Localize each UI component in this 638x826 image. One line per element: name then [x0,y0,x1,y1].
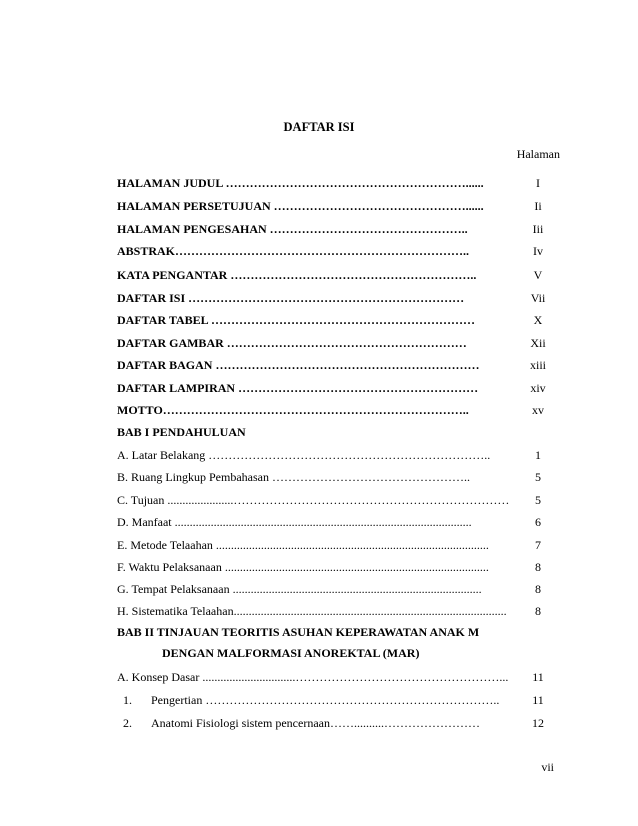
toc-chapter-bab-ii: BAB II TINJAUAN TEORITIS ASUHAN KEPERAWATAN ANAK M [117,625,480,639]
toc-entry-motto: MOTTO………………………………………………………………….. [117,403,469,417]
toc-page-number: Ii [534,199,542,213]
footer-page-number: vii [541,760,554,774]
toc-page-number: Iv [533,244,543,258]
list-marker: 2. [123,716,132,730]
toc-entry-waktu-pelaksanaan: F. Waktu Pelaksanaan ........................................................................................ [117,560,489,574]
toc-entry-manfaat: D. Manfaat ................................................................................................... [117,515,472,529]
toc-chapter-bab-i: BAB I PENDAHULUAN [117,425,246,439]
toc-page-number: Iii [532,222,544,236]
toc-entry-kata-pengantar: KATA PENGANTAR …………………………………………………….. [117,268,477,282]
toc-page-number: Vii [530,291,546,305]
toc-entry-daftar-tabel: DAFTAR TABEL ………………………………………………………… [117,313,476,327]
toc-entry-halaman-pengesahan: HALAMAN PENGESAHAN ………………………………………….. [117,222,468,236]
toc-page-number: I [536,176,540,190]
toc-entry-daftar-gambar: DAFTAR GAMBAR …………………………………………………… [117,336,467,350]
toc-entry-abstrak: ABSTRAK……………………………………………………………….. [117,244,470,258]
toc-entry-latar-belakang: A. Latar Belakang …………………………………………………………….. [117,448,491,462]
toc-entry-daftar-isi: DAFTAR ISI …………………………………………………………… [117,291,465,305]
toc-entry-tujuan: C. Tujuan ......................…………………………………………………………… [117,493,510,507]
toc-page-number: V [533,268,543,282]
toc-entry-daftar-bagan: DAFTAR BAGAN ………………………………………………………… [117,358,480,372]
toc-page-number: xiii [529,358,546,372]
toc-entry-sistematika-telaahan: H. Sistematika Telaahan........................................................................................... [117,604,507,618]
toc-page-number: X [533,313,543,327]
toc-chapter-bab-ii-continued: DENGAN MALFORMASI ANOREKTAL (MAR) [162,646,420,660]
toc-page-number: xv [532,403,544,417]
toc-page-number: xiv [530,381,546,395]
toc-page-number: 12 [532,716,544,730]
toc-page-number: 5 [535,493,541,507]
toc-subentry-pengertian [123,691,513,709]
toc-subentry-anatomi-fisiologi [123,714,513,732]
toc-page-number: 11 [532,670,544,684]
toc-entry-daftar-lampiran: DAFTAR LAMPIRAN …………………………………………………… [117,381,479,395]
toc-page-number: 1 [535,448,541,462]
toc-entry-halaman-judul: HALAMAN JUDUL ……………………………………………………...... [117,176,484,190]
toc-page-number: 8 [535,582,541,596]
page-title: DAFTAR ISI [283,120,355,134]
toc-page-number: 7 [535,538,541,552]
toc-subentry-label: Anatomi Fisiologi sistem pencernaan……..........…………………… [151,716,480,730]
toc-page-number: 6 [535,515,541,529]
toc-entry-ruang-lingkup: B. Ruang Lingkup Pembahasan ………………………………………….. [117,470,470,484]
page-column-header: Halaman [516,147,560,161]
toc-page-number: Xii [530,336,546,350]
toc-entry-halaman-persetujuan: HALAMAN PERSETUJUAN …………………………………………...... [117,199,484,213]
toc-entry-tempat-pelaksanaan: G. Tempat Pelaksanaan ................................................................................... [117,582,482,596]
toc-subentry-label: Pengertian ……………………………………………………………….. [151,693,500,707]
toc-page-number: 11 [532,693,544,707]
toc-page-number: 8 [535,604,541,618]
list-marker: 1. [123,693,132,707]
toc-entry-metode-telaahan: E. Metode Telaahan ........................................................................................... [117,538,489,552]
toc-page-number: 5 [535,470,541,484]
toc-entry-konsep-dasar: A. Konsep Dasar ...............................……………………………………………... [117,670,509,684]
toc-page-number: 8 [535,560,541,574]
